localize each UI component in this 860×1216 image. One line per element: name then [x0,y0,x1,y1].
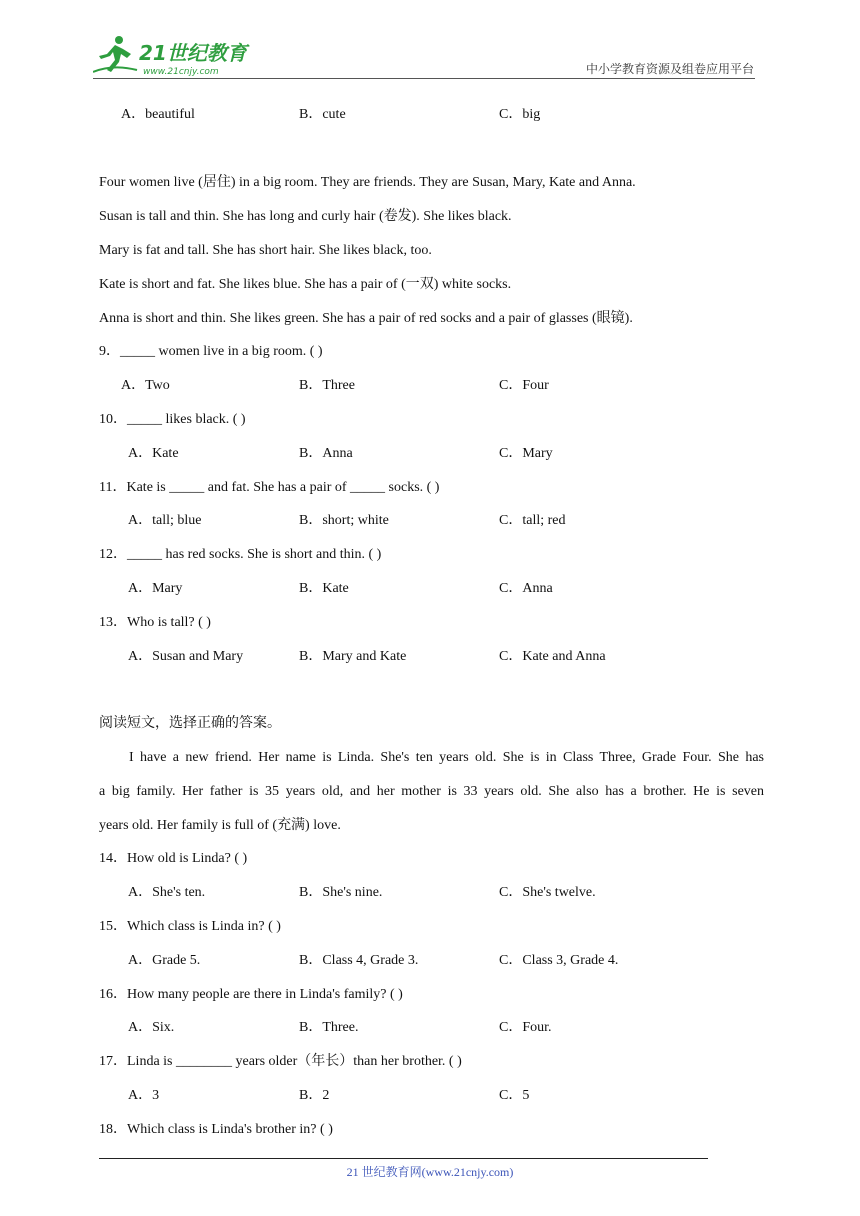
option-a: A．3 [128,1088,160,1103]
logo-url: www.21cnjy.com [143,67,219,77]
option-a: A．tall; blue [128,513,202,528]
option-a: A．Grade 5. [128,953,201,968]
passage-line: Mary is fat and tall. She has short hair. She likes black, too. [99,243,432,258]
passage-line: Susan is tall and thin. She has long and curly hair (卷发). She likes black. [99,209,512,224]
question-18: 18．Which class is Linda's brother in? ( ) [99,1122,333,1137]
question-15: 15．Which class is Linda in? ( ) [99,919,281,934]
option-a: A．She's ten. [128,885,206,900]
passage-line: a big family. Her father is 35 years old, and her mother is 33 years old. She also has a brother. He is seven [99,784,764,799]
option-c: C．Anna [499,581,553,596]
runner-icon [93,36,137,72]
logo-text: 21世纪教育 [139,41,247,65]
option-c: C．Four [499,378,549,393]
passage-line: years old. Her family is full of (充满) love. [99,818,341,833]
question-13: 13．Who is tall? ( ) [99,615,211,630]
option-b: B．cute [299,107,346,122]
page-footer[interactable]: 21 世纪教育网(www.21cnjy.com) [346,1165,514,1179]
option-b: B．Three [299,378,355,393]
option-c: C．tall; red [499,513,566,528]
option-b: B．short; white [299,513,389,528]
option-c: C．Four. [499,1020,552,1035]
option-b: B．Anna [299,446,353,461]
section-instruction: 阅读短文，选择正确的答案。 [99,716,281,731]
question-9: 9．_____ women live in a big room. ( ) [99,344,323,359]
option-c: C．Kate and Anna [499,649,606,664]
passage-line: Kate is short and fat. She likes blue. She has a pair of (一双) white socks. [99,277,512,292]
passage-line: I have a new friend. Her name is Linda. She's ten years old. She is in Class Three, Grade Four. She has [129,750,764,765]
option-a: A．beautiful [121,107,195,122]
option-a: A．Kate [128,446,179,461]
question-10: 10．_____ likes black. ( ) [99,412,246,427]
footer-divider [99,1158,708,1159]
passage-line: Four women live (居住) in a big room. They are friends. They are Susan, Mary, Kate and Anna. [99,175,636,190]
option-b: B．Kate [299,581,349,596]
header-platform-text: 中小学教育资源及组卷应用平台 [585,62,754,76]
option-c: C．big [499,107,541,122]
question-14: 14．How old is Linda? ( ) [99,851,248,866]
option-a: A．Susan and Mary [128,649,244,664]
question-16: 16．How many people are there in Linda's family? ( ) [99,987,403,1002]
passage-line: Anna is short and thin. She likes green. She has a pair of red socks and a pair of glasses (眼镜). [99,311,633,326]
option-c: C．Mary [499,446,553,461]
option-b: B．She's nine. [299,885,383,900]
header-divider [93,78,755,79]
option-c: C．She's twelve. [499,885,596,900]
option-b: B．Class 4, Grade 3. [299,953,419,968]
option-b: B．Mary and Kate [299,649,407,664]
option-a: A．Two [121,378,170,393]
question-17: 17．Linda is ________ years older（年长）than her brother. ( ) [99,1054,462,1069]
option-c: C．Class 3, Grade 4. [499,953,619,968]
option-a: A．Six. [128,1020,175,1035]
question-12: 12．_____ has red socks. She is short and thin. ( ) [99,547,382,562]
option-c: C．5 [499,1088,530,1103]
question-11: 11．Kate is _____ and fat. She has a pair of _____ socks. ( ) [99,480,440,495]
logo [93,34,263,78]
option-b: B．Three. [299,1020,359,1035]
option-a: A．Mary [128,581,183,596]
page-header [0,0,860,82]
option-b: B．2 [299,1088,330,1103]
